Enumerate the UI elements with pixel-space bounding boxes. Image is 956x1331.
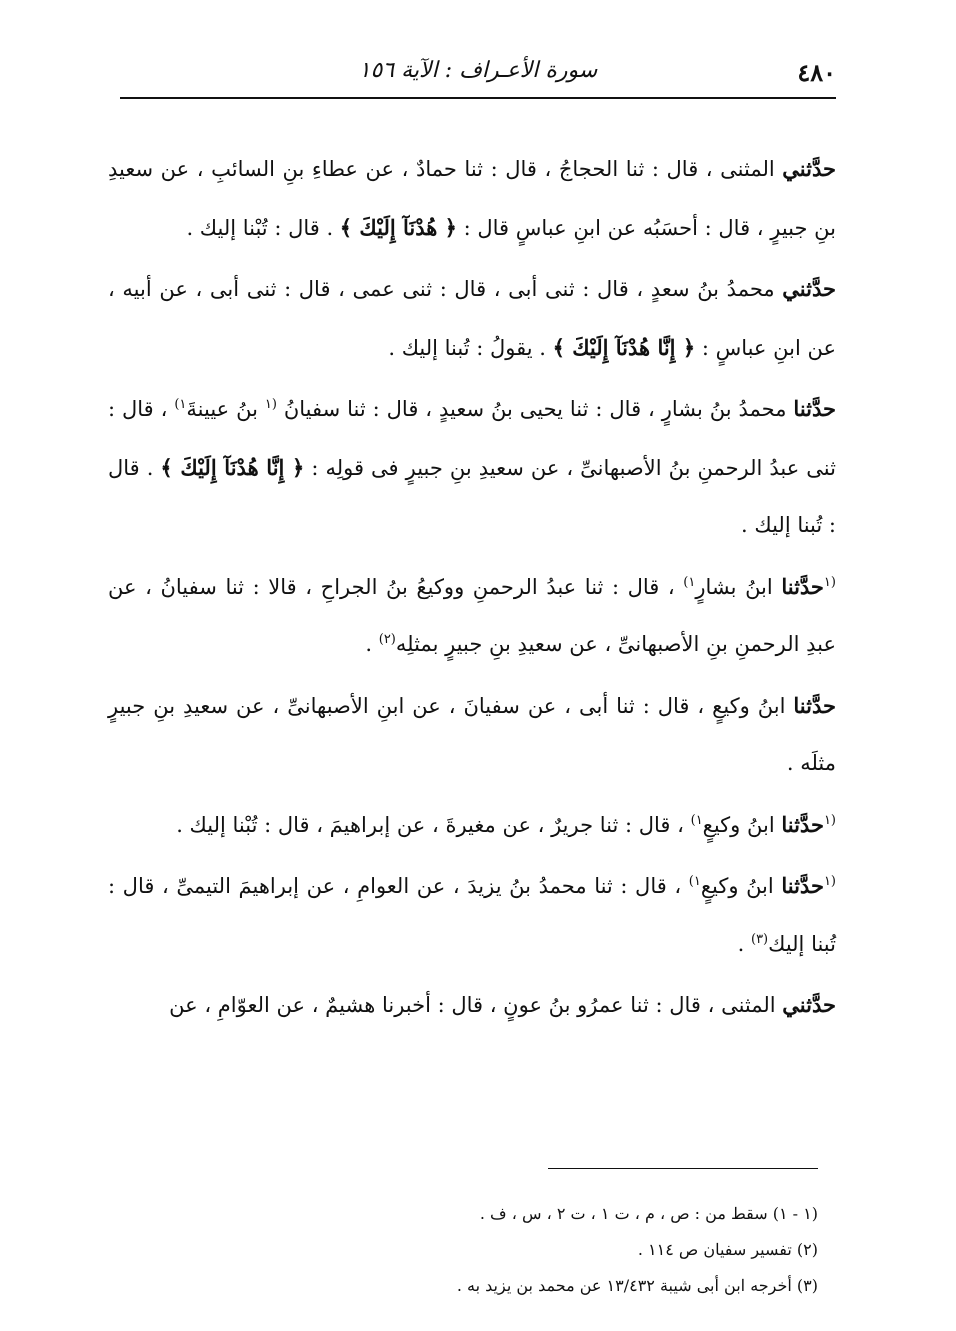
chain-text: .	[737, 931, 751, 956]
chain-text: ، قال : ثنا محمدُ بنُ يزيدَ ، عن العوامِ ، عن إبراهيمَ التيمىِّ ، قال : تُبنا إليك	[108, 874, 836, 956]
chain-text: .	[365, 632, 379, 656]
running-title: سورة الأعـراف : الآية ١٥٦	[358, 58, 598, 83]
chain-text: محمدُ بنُ سعدٍ ، قال : ثنى أبى ، قال : ثنى عمى ، قال : ثنى أبى ، عن أبيه ، عن ابنِ عباسٍ :	[108, 277, 836, 360]
footnote-marker: ١)	[690, 812, 703, 828]
hadith-paragraph	[108, 558, 836, 674]
footnotes	[300, 1196, 818, 1304]
quran-quote: ﴿ إِنَّا هُدْنَآ إِلَيْكَ ﴾	[552, 334, 696, 360]
hadith-paragraph	[108, 260, 836, 377]
chain-text: ، قال : ثنا جريرٌ ، عن مغيرةَ ، عن إبراهيمَ ، قال : تُبْنا إليك .	[176, 812, 691, 837]
chain-text: ابنُ وكيعٍ	[702, 812, 782, 837]
chain-text: بنُ عيينةَ	[186, 397, 265, 421]
chain-text: ابنُ بشارٍ	[695, 574, 782, 599]
footnote-marker: (١	[823, 812, 836, 828]
chain-text: ابنُ وكيعٍ ، قال : ثنا أبى ، عن سفيانَ ، عن ابنِ الأصبهانىِّ ، عن سعيدِ بنِ جبيرٍ مثلَه .	[108, 693, 836, 775]
commentary: . قال : تُبْنا إليك .	[186, 215, 340, 240]
chain-text: ، قال : ثنا عبدُ الرحمنِ ووكيعُ بنُ الجراحِ ، قالا : ثنا سفيانُ ، عن عبدِ الرحمنِ بنِ الأصبهانىِّ ، عن سعيدِ بنِ جبيرٍ بمثلِه	[108, 574, 836, 656]
narration-verb: حدَّثنا	[781, 573, 824, 599]
footnote-marker: (١	[823, 874, 836, 889]
chain-text: محمدُ بنُ بشارٍ ، قال : ثنا يحيى بنُ سعيدٍ ، قال : ثنا سفيانُ	[276, 397, 794, 421]
quran-quote: ﴿ إِنَّا هُدْنَآ إِلَيْكَ ﴾	[160, 454, 305, 480]
footnote-marker: ١)	[174, 397, 187, 412]
footnote: (١ - ١) سقط من : ص ، م ، ت ١ ، ت ٢ ، س ، ف .	[479, 1204, 818, 1223]
footnote-rule	[548, 1168, 818, 1169]
hadith-paragraph	[108, 796, 836, 855]
hadith-paragraph	[108, 857, 836, 973]
narration-verb: حدَّثنا	[793, 396, 837, 421]
narration-verb: حدَّثني	[782, 992, 836, 1017]
commentary: . قال : تُبنا إليك .	[108, 455, 836, 537]
narration-verb: حدَّثنا	[781, 811, 824, 837]
hadith-paragraph	[108, 380, 836, 555]
footnote-marker: (٢)	[378, 632, 396, 647]
page-number: ٤٨٠	[797, 58, 836, 87]
hadith-paragraph	[108, 677, 836, 793]
footnote-marker: ١)	[683, 574, 696, 590]
footnote-marker: (١	[823, 574, 836, 590]
chain-text: المثنى ، قال : ثنا عمرُو بنُ عونٍ ، قال : أخبرنا هشيمٌ ، عن العوّامِ ، عن	[169, 993, 783, 1017]
quran-quote: ﴿ هُدْنَآ إِلَيْكَ ﴾	[339, 214, 457, 240]
header-rule	[120, 97, 836, 99]
hadith-paragraph	[108, 976, 836, 1035]
narration-verb: حدَّثنا	[781, 873, 824, 898]
footnote: (٣) أخرجه ابن أبى شيبة ١٣/٤٣٢ عن محمد بن يزيد به .	[456, 1276, 818, 1295]
page-header	[120, 52, 836, 96]
footnote: (٢) تفسير سفيان ص ١١٤ .	[637, 1240, 818, 1259]
narration-verb: حدَّثني	[782, 156, 836, 181]
chain-text: ، قال : ثنى عبدُ الرحمنِ بنُ الأصبهانىِّ ، عن سعيدِ بنِ جبيرٍ فى قولِه :	[108, 397, 836, 480]
chain-text: ابنُ وكيعٍ	[700, 874, 782, 898]
footnote-marker: ١)	[688, 874, 701, 889]
commentary: . يقولُ : تُبنا إليك .	[388, 335, 553, 360]
footnote-marker: (٣)	[750, 931, 769, 947]
footnote-marker: (١	[264, 397, 277, 412]
main-text	[108, 140, 836, 1035]
narration-verb: حدَّثنا	[793, 692, 836, 718]
chain-text: المثنى ، قال : ثنا الحجاجُ ، قال : ثنا حمادٌ ، عن عطاءِ بنِ السائبِ ، عن سعيدِ بنِ جبيرٍ ، قال : أحسَبُه عن ابنِ عباسٍ قال :	[108, 157, 836, 240]
hadith-paragraph	[108, 140, 836, 257]
narration-verb: حدَّثني	[782, 276, 836, 301]
